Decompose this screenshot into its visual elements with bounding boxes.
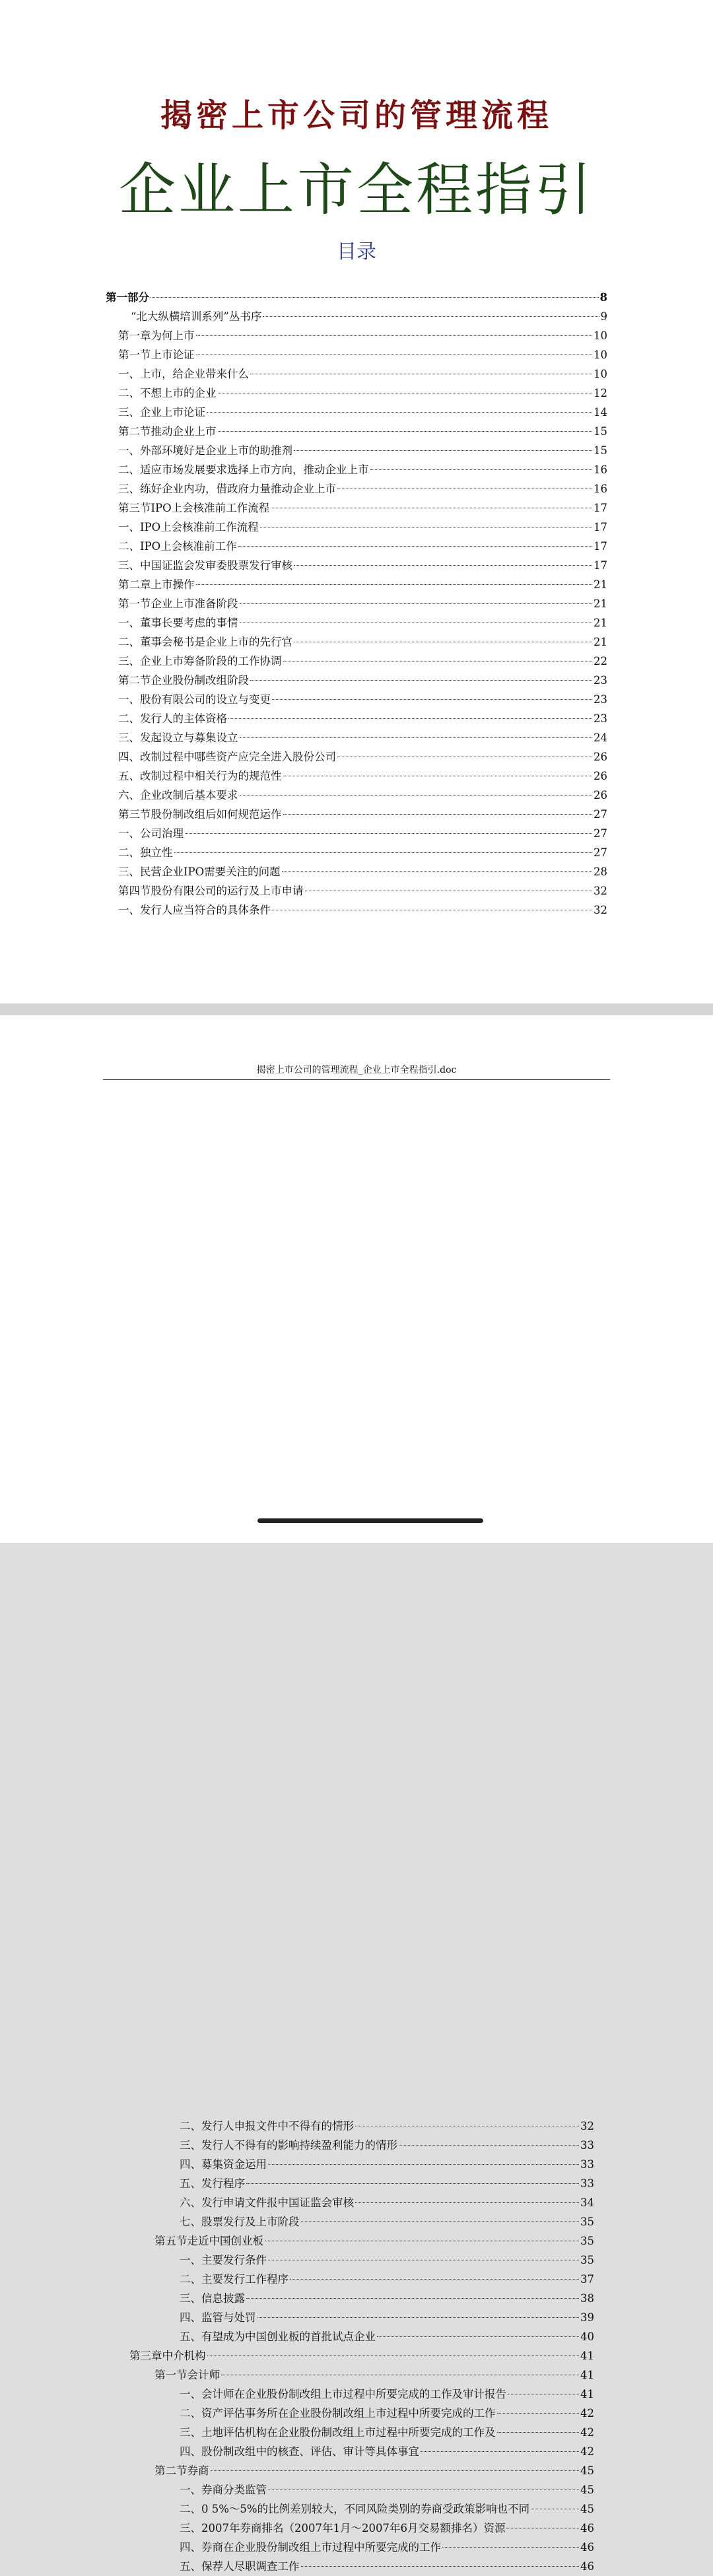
toc-leader-dots: [218, 431, 593, 432]
toc-entry[interactable]: [106, 460, 607, 479]
running-header: 揭密上市公司的管理流程_企业上市全程指引.doc: [256, 1065, 457, 1075]
toc-entry-title: 一、主要发行条件: [180, 2254, 267, 2266]
toc-entry-title: 五、有望成为中国创业板的首批试点企业: [180, 2330, 376, 2343]
toc-entry-title: 第一部分: [106, 291, 149, 304]
table-of-contents-continued: [129, 2117, 594, 2576]
toc-entry-title: 三、企业上市筹备阶段的工作协调: [118, 655, 282, 667]
toc-entry-page: 32: [594, 885, 607, 897]
toc-leader-dots: [240, 737, 593, 738]
toc-entry-page: 28: [594, 865, 607, 878]
toc-entry-title: 一、董事长要考虑的事情: [118, 617, 238, 629]
toc-entry[interactable]: [129, 2423, 594, 2442]
document-page-1: [0, 0, 713, 1003]
toc-entry[interactable]: [129, 2499, 594, 2519]
toc-entry[interactable]: [129, 2327, 594, 2346]
toc-entry-page: 15: [594, 444, 607, 457]
toc-entry[interactable]: [106, 556, 607, 575]
toc-entry-title: 二、IPO上会核准前工作: [118, 540, 237, 553]
toc-leader-dots: [246, 2183, 579, 2184]
toc-entry-page: 21: [594, 578, 607, 591]
toc-entry-page: 24: [594, 731, 607, 744]
toc-entry-page: 26: [594, 751, 607, 763]
toc-entry-page: 17: [594, 559, 607, 572]
toc-entry-title: 第三章中介机构: [129, 2350, 206, 2362]
toc-entry-title: 三、中国证监会发审委股票发行审核: [118, 559, 292, 572]
toc-entry-title: “北大纵横培训系列”丛书序: [131, 310, 262, 323]
toc-leader-dots: [250, 680, 592, 681]
toc-leader-dots: [228, 718, 592, 719]
toc-entry-page: 27: [594, 827, 607, 840]
toc-leader-dots: [263, 316, 599, 317]
toc-leader-dots: [442, 2547, 579, 2548]
toc-entry[interactable]: [106, 862, 607, 881]
toc-entry-page: 23: [594, 693, 607, 706]
toc-entry-page: 21: [594, 597, 607, 610]
toc-entry-page: 10: [594, 349, 607, 361]
toc-entry-title: 第三节股份制改组后如何规范运作: [118, 808, 282, 821]
toc-entry-page: 16: [594, 463, 607, 476]
toc-leader-dots: [240, 795, 593, 796]
toc-entry[interactable]: [129, 2136, 594, 2155]
toc-entry-title: 一、外部环境好是企业上市的助推剂: [118, 444, 292, 457]
toc-entry-title: 三、练好企业内功，借政府力量推动企业上市: [118, 483, 336, 495]
toc-entry-page: 39: [580, 2311, 594, 2324]
toc-entry-page: 41: [580, 2350, 594, 2362]
toc-entry-page: 23: [594, 674, 607, 687]
toc-entry-page: 45: [580, 2464, 594, 2477]
toc-entry-page: 33: [580, 2158, 594, 2171]
toc-entry-page: 17: [594, 540, 607, 553]
toc-entry[interactable]: [129, 2519, 594, 2538]
toc-entry-page: 21: [594, 636, 607, 648]
toc-entry-title: 二、董事会秘书是企业上市的先行官: [118, 636, 292, 648]
toc-entry-page: 12: [594, 387, 607, 399]
toc-entry-title: 四、改制过程中哪些资产应完全进入股份公司: [118, 751, 336, 763]
toc-leader-dots: [151, 297, 599, 298]
toc-leader-dots: [211, 2470, 580, 2471]
toc-entry-page: 40: [580, 2330, 594, 2343]
toc-entry-page: 16: [594, 483, 607, 495]
toc-entry[interactable]: [106, 709, 607, 728]
toc-entry-page: 10: [594, 329, 607, 342]
toc-leader-dots: [294, 565, 592, 566]
toc-entry-title: 三、信息披露: [180, 2292, 245, 2305]
toc-entry[interactable]: [106, 747, 607, 766]
toc-entry-title: 一、上市，给企业带来什么: [118, 368, 249, 380]
page-separator: [0, 1003, 713, 1015]
toc-heading: 目录: [337, 240, 376, 263]
toc-entry[interactable]: [129, 2557, 594, 2576]
toc-entry-page: 27: [594, 808, 607, 821]
toc-leader-dots: [257, 2317, 580, 2318]
toc-entry-page: 8: [599, 291, 607, 304]
toc-entry-page: 17: [594, 521, 607, 533]
toc-entry-title: 二、资产评估事务所在企业股份制改组上市过程中所要完成的工作: [180, 2407, 496, 2420]
toc-entry[interactable]: [106, 824, 607, 843]
toc-entry-page: 27: [594, 846, 607, 859]
toc-leader-dots: [185, 833, 592, 834]
toc-entry-title: 二、独立性: [118, 846, 173, 859]
toc-leader-dots: [240, 603, 593, 604]
toc-entry-title: 第一节上市论证: [118, 349, 195, 361]
toc-leader-dots: [399, 2145, 579, 2146]
toc-entry[interactable]: [106, 575, 607, 594]
toc-entry-page: 45: [580, 2503, 594, 2515]
toc-entry[interactable]: [129, 2251, 594, 2270]
toc-entry-page: 45: [580, 2484, 594, 2496]
toc-leader-dots: [301, 2566, 580, 2567]
toc-entry-page: 23: [594, 712, 607, 725]
toc-entry-title: 一、会计师在企业股份制改组上市过程中所要完成的工作及审计报告: [180, 2388, 506, 2400]
document-subtitle: 揭密上市公司的管理流程: [160, 97, 553, 134]
toc-leader-dots: [246, 2298, 579, 2299]
toc-entry[interactable]: [129, 2193, 594, 2212]
toc-entry-page: 32: [594, 904, 607, 916]
toc-leader-dots: [196, 335, 593, 336]
toc-entry-page: 34: [580, 2196, 594, 2209]
toc-entry[interactable]: [106, 786, 607, 805]
toc-entry-title: 五、改制过程中相关行为的规范性: [118, 770, 282, 782]
toc-entry-page: 26: [594, 789, 607, 801]
toc-entry-page: 46: [580, 2541, 594, 2554]
toc-entry-page: 41: [580, 2369, 594, 2381]
toc-entry[interactable]: [106, 403, 607, 422]
toc-entry[interactable]: [129, 2346, 594, 2365]
toc-leader-dots: [370, 469, 593, 470]
toc-entry-page: 38: [580, 2292, 594, 2305]
toc-entry-page: 42: [580, 2426, 594, 2439]
toc-leader-dots: [196, 584, 593, 585]
toc-entry-title: 一、股份有限公司的设立与变更: [118, 693, 271, 706]
toc-entry-title: 一、券商分类监管: [180, 2484, 267, 2496]
toc-entry-title: 四、券商在企业股份制改组上市过程中所要完成的工作: [180, 2541, 441, 2554]
toc-entry[interactable]: [129, 2404, 594, 2423]
toc-entry-page: 41: [580, 2388, 594, 2400]
toc-entry[interactable]: [106, 652, 607, 671]
toc-entry-page: 10: [594, 368, 607, 380]
toc-entry-page: 46: [580, 2560, 594, 2573]
toc-entry-title: 第一章为何上市: [118, 329, 195, 342]
toc-entry-page: 35: [580, 2235, 594, 2247]
toc-entry[interactable]: [106, 345, 607, 364]
toc-entry-title: 四、监管与处罚: [180, 2311, 256, 2324]
toc-entry[interactable]: [129, 2231, 594, 2251]
toc-entry[interactable]: [106, 307, 607, 326]
toc-entry-page: 46: [580, 2522, 594, 2534]
toc-entry[interactable]: [129, 2442, 594, 2461]
header-rule: [103, 1079, 610, 1080]
toc-leader-dots: [272, 699, 592, 700]
toc-entry-title: 第二章上市操作: [118, 578, 195, 591]
toc-entry-title: 第二节券商: [154, 2464, 209, 2477]
toc-entry-page: 15: [594, 425, 607, 438]
toc-leader-dots: [377, 2336, 579, 2337]
toc-entry[interactable]: [129, 2174, 594, 2193]
toc-entry[interactable]: [106, 441, 607, 460]
toc-entry[interactable]: [106, 766, 607, 786]
toc-entry[interactable]: [129, 2385, 594, 2404]
toc-entry-title: 第一节会计师: [154, 2369, 220, 2381]
toc-entry-page: 26: [594, 770, 607, 782]
toc-entry[interactable]: [129, 2155, 594, 2174]
toc-entry-title: 三、发行人不得有的影响持续盈利能力的情形: [180, 2139, 397, 2152]
toc-entry-title: 二、0 5%～5%的比例差别较大，不同风险类别的券商受政策影响也不同: [180, 2503, 530, 2515]
toc-entry[interactable]: [106, 479, 607, 498]
toc-entry[interactable]: [106, 690, 607, 709]
toc-entry-title: 第一节企业上市准备阶段: [118, 597, 238, 610]
toc-entry[interactable]: [106, 288, 607, 307]
toc-entry-title: 二、不想上市的企业: [118, 387, 217, 399]
toc-entry-title: 五、发行程序: [180, 2177, 245, 2190]
toc-entry[interactable]: [106, 805, 607, 824]
toc-entry-title: 三、民营企业IPO需要关注的问题: [118, 865, 281, 878]
toc-entry-title: 三、土地评估机构在企业股份制改组上市过程中所要完成的工作及: [180, 2426, 496, 2439]
toc-entry[interactable]: [129, 2308, 594, 2327]
toc-entry-page: 14: [594, 406, 607, 419]
toc-entry-title: 五、保荐人尽职调查工作: [180, 2560, 300, 2573]
toc-entry-page: 42: [580, 2407, 594, 2420]
toc-entry[interactable]: [106, 326, 607, 345]
toc-entry-title: 三、企业上市论证: [118, 406, 205, 419]
toc-entry[interactable]: [129, 2289, 594, 2308]
toc-entry[interactable]: [106, 881, 607, 900]
toc-entry[interactable]: [106, 728, 607, 747]
toc-entry[interactable]: [106, 422, 607, 441]
toc-entry-page: 32: [580, 2120, 594, 2132]
horizontal-scrollbar[interactable]: [257, 1518, 483, 1523]
toc-entry-title: 二、发行人申报文件中不得有的情形: [180, 2120, 354, 2132]
toc-entry-title: 第二节推动企业上市: [118, 425, 217, 438]
toc-entry-page: 33: [580, 2177, 594, 2190]
toc-entry-page: 22: [594, 655, 607, 667]
toc-entry[interactable]: [106, 384, 607, 403]
toc-entry-title: 六、发行申请文件报中国证监会审核: [180, 2196, 354, 2209]
toc-entry[interactable]: [106, 364, 607, 384]
toc-entry-title: 第五节走近中国创业板: [154, 2235, 263, 2247]
toc-leader-dots: [282, 871, 592, 872]
toc-entry-page: 9: [600, 310, 607, 323]
toc-entry[interactable]: [106, 594, 607, 613]
toc-entry-title: 第三节IPO上会核准前工作流程: [118, 502, 270, 514]
toc-entry[interactable]: [129, 2270, 594, 2289]
toc-leader-dots: [290, 2279, 579, 2280]
toc-leader-dots: [174, 852, 593, 853]
toc-entry-title: 第二节企业股份制改组阶段: [118, 674, 249, 687]
document-page-2: [0, 1015, 713, 2573]
toc-leader-dots: [238, 546, 592, 547]
toc-leader-dots: [497, 2413, 580, 2414]
toc-entry-page: 37: [580, 2273, 594, 2286]
toc-leader-dots: [283, 814, 593, 815]
toc-entry-title: 一、发行人应当符合的具体条件: [118, 904, 271, 916]
toc-entry[interactable]: [129, 2212, 594, 2231]
toc-entry[interactable]: [106, 632, 607, 652]
toc-entry-title: 三、发起设立与募集设立: [118, 731, 238, 744]
toc-leader-dots: [355, 2202, 579, 2203]
toc-leader-dots: [268, 2164, 579, 2165]
toc-entry[interactable]: [106, 613, 607, 632]
toc-leader-dots: [207, 412, 592, 413]
toc-entry-title: 七、股票发行及上市阶段: [180, 2216, 300, 2228]
toc-entry-title: 三、2007年券商排名（2007年1月～2007年6月交易额排名）资源: [180, 2522, 506, 2534]
toc-entry-title: 六、企业改制后基本要求: [118, 789, 238, 801]
toc-entry-title: 二、适应市场发展要求选择上市方向，推动企业上市: [118, 463, 369, 476]
toc-entry[interactable]: [106, 900, 607, 920]
toc-leader-dots: [421, 2451, 579, 2452]
toc-entry[interactable]: [129, 2117, 594, 2136]
toc-entry-title: 二、发行人的主体资格: [118, 712, 227, 725]
toc-entry-page: 17: [594, 502, 607, 514]
toc-entry-title: 一、公司治理: [118, 827, 184, 840]
toc-entry-title: 二、主要发行工作程序: [180, 2273, 289, 2286]
toc-entry[interactable]: [106, 498, 607, 518]
toc-leader-dots: [294, 450, 592, 451]
table-of-contents: [106, 288, 607, 920]
toc-leader-dots: [301, 2221, 580, 2222]
document-title: 企业上市全程指引: [119, 157, 594, 223]
toc-entry-title: 一、IPO上会核准前工作流程: [118, 521, 259, 533]
toc-entry-page: 21: [594, 617, 607, 629]
toc-entry-page: 35: [580, 2216, 594, 2228]
toc-entry[interactable]: [129, 2461, 594, 2480]
toc-entry-title: 四、募集资金运用: [180, 2158, 267, 2171]
toc-entry-title: 第四节股份有限公司的运行及上市申请: [118, 885, 304, 897]
toc-entry-page: 42: [580, 2445, 594, 2458]
toc-entry-page: 33: [580, 2139, 594, 2152]
toc-entry[interactable]: [129, 2480, 594, 2499]
toc-leader-dots: [497, 2432, 580, 2433]
toc-entry[interactable]: [106, 537, 607, 556]
toc-entry[interactable]: [129, 2365, 594, 2385]
toc-entry[interactable]: [129, 2538, 594, 2557]
toc-entry-page: 35: [580, 2254, 594, 2266]
toc-entry[interactable]: [106, 843, 607, 862]
toc-entry-title: 四、股份制改组中的核查、评估、审计等具体事宜: [180, 2445, 419, 2458]
toc-entry[interactable]: [106, 518, 607, 537]
toc-entry[interactable]: [106, 671, 607, 690]
